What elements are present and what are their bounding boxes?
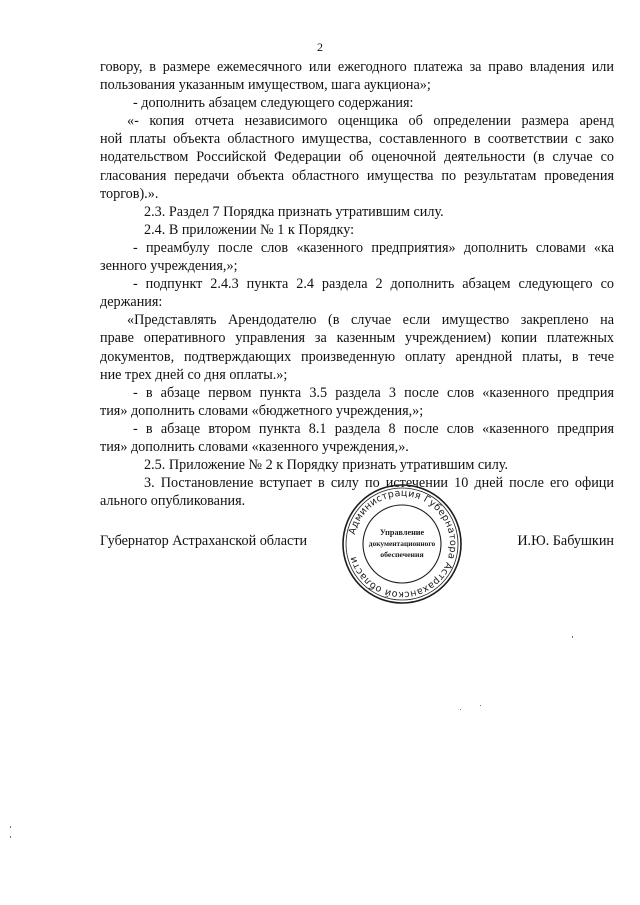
text-line: нодательством Российской Федерации об оценочной деятельности (в случае со — [100, 149, 614, 166]
text-line: - дополнить абзацем следующего содержания: — [133, 95, 414, 112]
scan-speck — [460, 709, 461, 710]
scan-speck — [10, 836, 11, 838]
text-line: тия» дополнить словами «казенного учреждения,». — [100, 438, 409, 455]
text-line: - в абзаце первом пункта 3.5 раздела 3 после слов «казенного предприя — [133, 384, 614, 401]
text-line: говору, в размере ежемесячного или ежегодного платежа за право владения или — [100, 59, 614, 75]
seal-center-line-2: документационного — [368, 539, 436, 548]
text-line: 2.4. В приложении № 1 к Порядку: — [144, 221, 355, 238]
text-line: 2.5. Приложение № 2 к Порядку признать утратившим силу. — [144, 457, 509, 474]
text-line: зенного учреждения,»; — [100, 258, 238, 275]
seal-ring-textpath: Администрация Губернатора Астраханской области — [346, 487, 459, 601]
official-seal — [340, 482, 464, 606]
text-line: ние трех дней со дня оплаты.»; — [100, 366, 288, 383]
text-line: 2.3. Раздел 7 Порядка признать утратившим силу. — [144, 203, 444, 220]
seal-center-line-1: Управление — [379, 528, 425, 537]
signatory-position: Губернатор Астраханской области — [100, 533, 308, 549]
text-line: гласования передачи объекта областного имущества по результатам проведения — [100, 167, 614, 184]
text-line: 3. Постановление вступает в силу по истечении 10 дней после его офици — [144, 475, 614, 492]
text-line: держания: — [100, 294, 163, 311]
scan-speck — [480, 705, 481, 706]
scan-speck — [572, 636, 573, 638]
text-line: праве оперативного управления за казенным учреждением) копии платежных — [100, 330, 614, 347]
text-line: пользования указанным имуществом, шага аукциона»; — [100, 77, 431, 94]
text-line: - в абзаце втором пункта 8.1 раздела 8 после слов «казенного предприя — [133, 420, 614, 437]
document-body — [100, 58, 614, 510]
text-line: ной платы объекта областного имущества, составленного в соответствии с зако — [100, 131, 614, 148]
seal-center-line-3: обеспечения — [380, 550, 424, 559]
text-line: - преамбулу после слов «казенного предприятия» дополнить словами «ка — [133, 239, 614, 256]
text-line: - подпункт 2.4.3 пункта 2.4 раздела 2 дополнить абзацем следующего со — [133, 276, 614, 293]
text-line: «- копия отчета независимого оценщика об определении размера аренд — [127, 113, 614, 130]
page-number: 2 — [317, 40, 323, 54]
text-line: тия» дополнить словами «бюджетного учреждения,»; — [100, 402, 424, 419]
text-line: торгов).». — [100, 185, 159, 202]
scan-speck — [10, 826, 11, 828]
signatory-name: И.Ю. Бабушкин — [517, 533, 614, 549]
text-line: ального опубликования. — [100, 493, 246, 510]
text-line: «Представлять Арендодателю (в случае если имущество закреплено на — [127, 312, 614, 329]
text-line: документов, подтверждающих произведенную оплату арендной платы, в тече — [100, 348, 614, 365]
